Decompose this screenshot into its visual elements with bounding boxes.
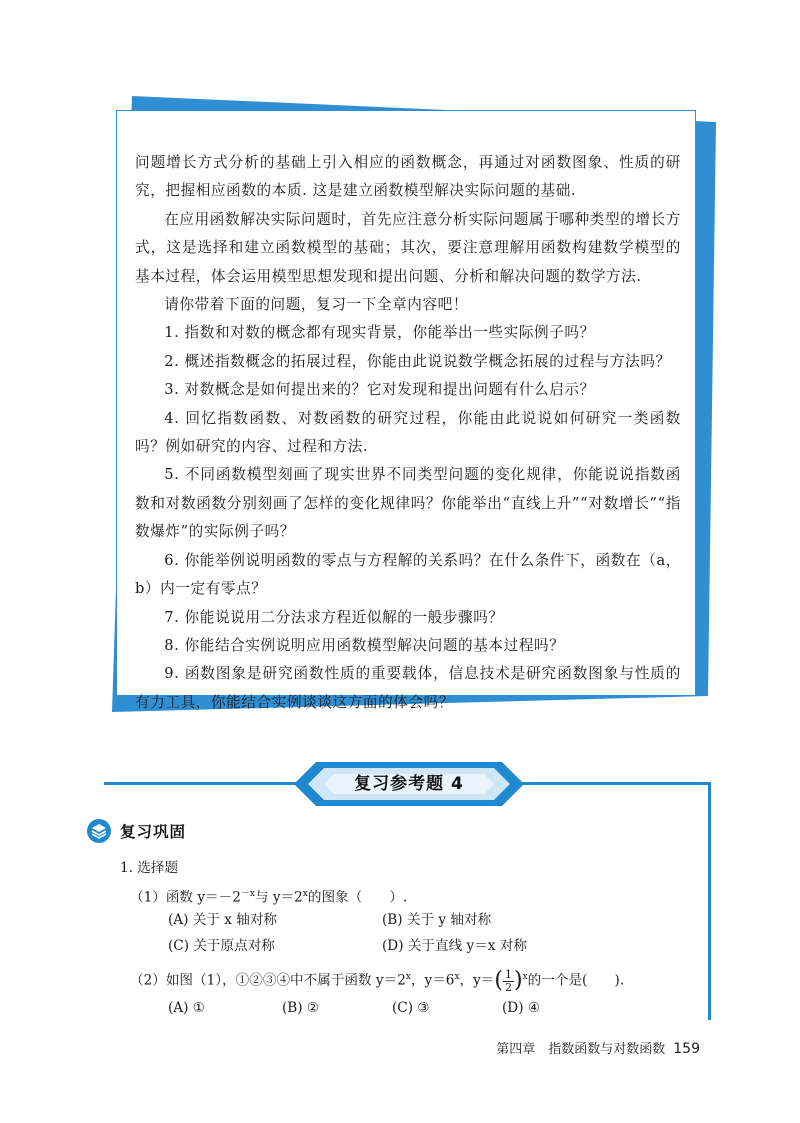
question-text: ，y＝ [459, 972, 495, 989]
exponent: －x [240, 889, 255, 899]
question-text: ，y＝6 [410, 972, 455, 989]
summary-paragraph: 请你带着下面的问题，复习一下全章内容吧！ [164, 296, 469, 314]
question-label: 1. 选择题 [120, 860, 179, 876]
review-question: 9. 函数图象是研究函数性质的重要载体，信息技术是研究函数图象与性质的有力工具，你能结合实例谈谈这方面的体会吗？ [135, 665, 681, 711]
review-question: 6. 你能举例说明函数的零点与方程解的关系吗？在什么条件下，函数在（a，b）内一定有零点？ [135, 551, 681, 598]
option-c: (C) ③ [392, 1000, 430, 1016]
question-number: （1） [130, 889, 166, 906]
exponent: x [405, 972, 411, 982]
exponent: x [522, 972, 528, 982]
option-b: (B) ② [282, 1000, 320, 1016]
question-text: 的一个是( ). [527, 972, 625, 989]
chapter-title: 第四章 指数函数与对数函数 [496, 1042, 666, 1057]
option-d: (D) 关于直线 y＝x 对称 [382, 938, 527, 954]
section-title: 复习巩固 [120, 823, 187, 841]
frame-right-rule [708, 782, 711, 1020]
page-footer [496, 1038, 700, 1057]
review-question: 7. 你能说说用二分法求方程近似解的一般步骤吗？ [164, 608, 504, 626]
review-title-banner [294, 762, 524, 806]
section-heading [86, 818, 186, 844]
question-1-1 [130, 884, 407, 908]
chapter-summary-panel [112, 96, 716, 712]
review-question: 2. 概述指数概念的拓展过程，你能由此说说数学概念拓展的过程与方法吗？ [164, 352, 671, 370]
question-text: 的图象（ ）. [307, 889, 408, 906]
option-d: (D) ④ [502, 1000, 541, 1016]
summary-text-box [116, 110, 696, 711]
summary-paragraph: 在应用函数解决实际问题时，首先应注意分析实际问题属于哪种类型的增长方式，这是选择和建立函数模型的基础；其次，要注意理解用函数构建数学模型的基本过程，体会运用模型思想发现和提出问题、分析和解决问题的数学方法. [135, 210, 681, 285]
question-text: 与 y＝2 [254, 889, 303, 906]
question-number: （2） [130, 972, 166, 989]
option-c: (C) 关于原点对称 [168, 938, 275, 954]
review-question: 4. 回忆指数函数、对数函数的研究过程，你能由此说说如何研究一类函数吗？例如研究的内容、过程和方法. [135, 409, 681, 456]
option-a: (A) 关于 x 轴对称 [168, 912, 278, 928]
summary-paragraph: 问题增长方式分析的基础上引入相应的函数概念，再通过对函数图象、性质的研究，把握相应函数的本质. 这是建立函数模型解决实际问题的基础. [135, 154, 681, 200]
fraction-denominator: 2 [505, 980, 512, 994]
review-question: 1. 指数和对数的概念都有现实背景，你能举出一些实际例子吗？ [164, 324, 595, 342]
fraction [503, 969, 514, 994]
exponent: x [302, 889, 308, 899]
option-a: (A) ① [168, 1000, 205, 1016]
question-text: 如图（1），①②③④中不属于函数 y＝2 [165, 972, 406, 989]
review-question: 3. 对数概念是如何提出来的？它对发现和提出问题有什么启示？ [164, 381, 595, 399]
review-question: 8. 你能结合实例说明应用函数模型解决问题的基本过程吗？ [164, 636, 565, 654]
paren-left: ( [494, 968, 503, 994]
layers-icon [86, 818, 112, 844]
review-title: 复习参考题 4 [354, 774, 464, 794]
fraction-numerator: 1 [505, 967, 512, 981]
paren-right: ) [514, 968, 523, 994]
question-text: 函数 y＝－2 [165, 889, 241, 906]
review-question: 5. 不同函数模型刻画了现实世界不同类型问题的变化规律，你能说说指数函数和对数函数分别刻画了怎样的变化规律吗？你能举出“直线上升”“对数增长”“指数爆炸”的实际例子吗？ [135, 466, 681, 541]
exponent: x [454, 972, 460, 982]
option-b: (B) 关于 y 轴对称 [382, 912, 492, 928]
page-number: 159 [673, 1041, 700, 1057]
question-1-2 [130, 962, 624, 996]
